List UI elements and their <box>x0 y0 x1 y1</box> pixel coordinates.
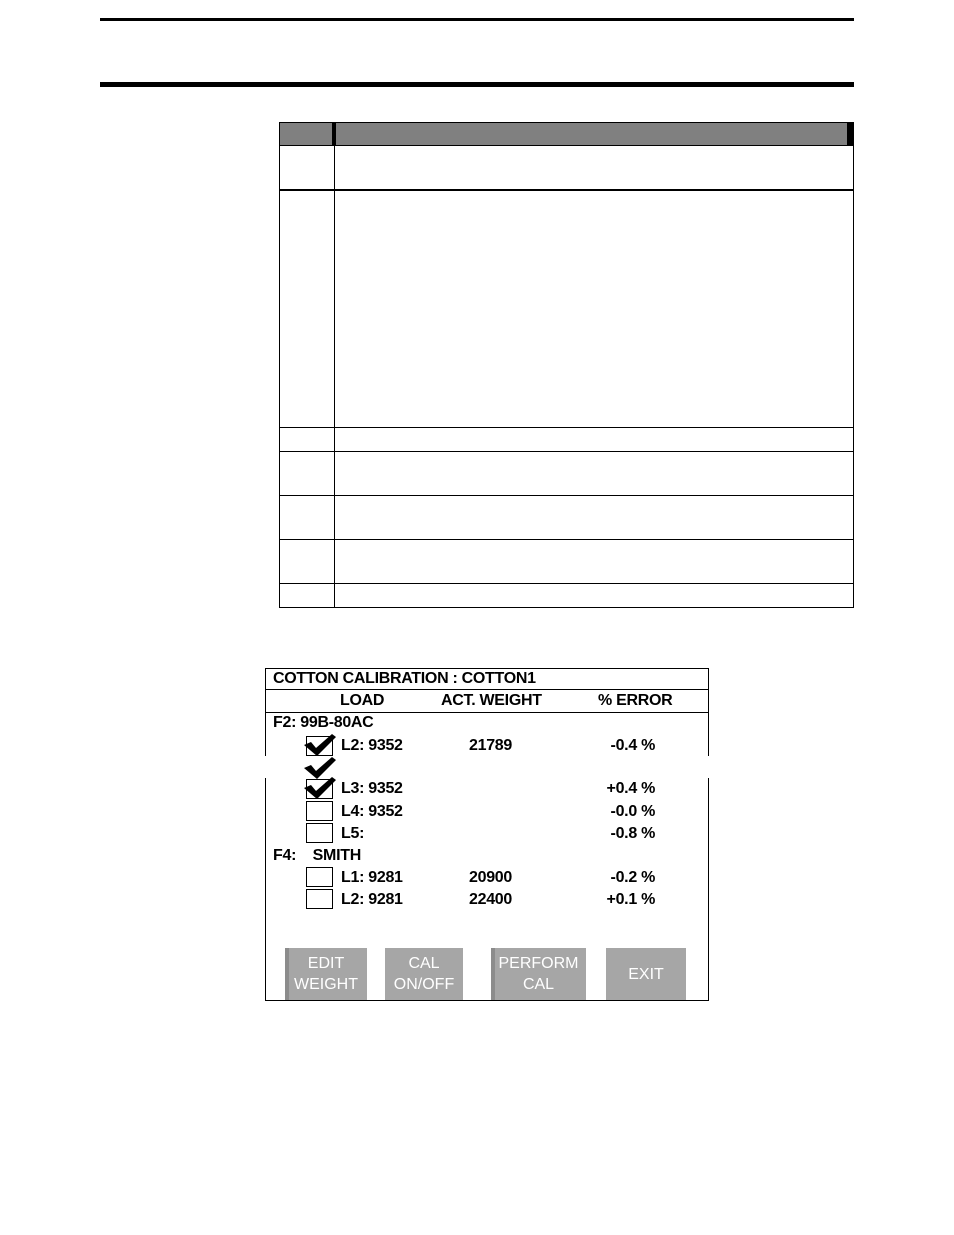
screen-border <box>265 1000 709 1001</box>
error-value: -0.2 % <box>610 869 655 886</box>
act-weight-value: 20900 <box>469 869 512 886</box>
screen-border <box>265 778 266 1001</box>
header-rule <box>100 82 854 87</box>
column-divider <box>334 496 335 539</box>
group-label-f4: F4: SMITH <box>273 847 361 864</box>
column-header-error: % ERROR <box>598 692 673 709</box>
header-divider <box>265 712 709 713</box>
group-label-f2: F2: 99B-80AC <box>273 714 374 731</box>
column-divider <box>334 540 335 583</box>
error-value: -0.8 % <box>610 825 655 842</box>
column-divider <box>334 428 335 451</box>
load-label: L4: 9352 <box>341 803 403 820</box>
screen-title: COTTON CALIBRATION : COTTON1 <box>273 670 536 687</box>
title-divider <box>265 689 709 690</box>
table-row <box>279 496 854 540</box>
header-divider <box>332 123 336 145</box>
edit-weight-label-2: WEIGHT <box>294 976 358 993</box>
button-edge <box>285 948 289 1000</box>
load-label: L2: 9281 <box>341 891 403 908</box>
error-value: -0.4 % <box>610 737 655 754</box>
column-header-act-weight: ACT. WEIGHT <box>441 692 542 709</box>
procedure-table <box>279 122 854 608</box>
error-value: +0.1 % <box>606 891 655 908</box>
perform-cal-button[interactable] <box>491 948 586 1000</box>
column-divider <box>334 146 335 189</box>
load-checkbox[interactable] <box>306 889 333 909</box>
load-label: L5: <box>341 825 365 842</box>
cal-on-off-label-2: ON/OFF <box>393 976 455 993</box>
column-divider <box>334 191 335 427</box>
top-rule <box>100 18 854 21</box>
error-value: -0.0 % <box>610 803 655 820</box>
perform-cal-label-1: PERFORM <box>498 955 579 972</box>
screen-border <box>708 778 709 1001</box>
table-row <box>279 452 854 496</box>
edit-weight-label-1: EDIT <box>307 955 345 972</box>
cal-on-off-label-1: CAL <box>408 955 440 972</box>
load-checkbox[interactable] <box>306 801 333 821</box>
header-right-edge <box>847 123 853 145</box>
load-label: L1: 9281 <box>341 869 403 886</box>
checkmark-icon <box>302 775 338 801</box>
load-checkbox[interactable] <box>306 867 333 887</box>
exit-button[interactable] <box>606 948 686 1000</box>
load-checkbox[interactable] <box>306 823 333 843</box>
button-edge <box>491 948 495 1000</box>
table-row <box>279 191 854 428</box>
column-divider <box>334 584 335 607</box>
procedure-table-header <box>279 122 854 146</box>
exit-label: EXIT <box>628 965 664 983</box>
error-value: +0.4 % <box>606 780 655 797</box>
table-row <box>279 584 854 608</box>
perform-cal-label-2: CAL <box>522 976 555 993</box>
load-label: L2: 9352 <box>341 737 403 754</box>
act-weight-value: 22400 <box>469 891 512 908</box>
table-row <box>279 146 854 191</box>
column-header-load: LOAD <box>340 692 385 709</box>
cal-on-off-button[interactable] <box>385 948 463 1000</box>
column-divider <box>334 452 335 495</box>
table-row <box>279 540 854 584</box>
act-weight-value: 21789 <box>469 737 512 754</box>
cotton-calibration-screen <box>265 668 709 1001</box>
edit-weight-button[interactable] <box>285 948 367 1000</box>
table-row <box>279 428 854 452</box>
load-label: L3: 9352 <box>341 780 403 797</box>
screen-border <box>265 668 709 669</box>
